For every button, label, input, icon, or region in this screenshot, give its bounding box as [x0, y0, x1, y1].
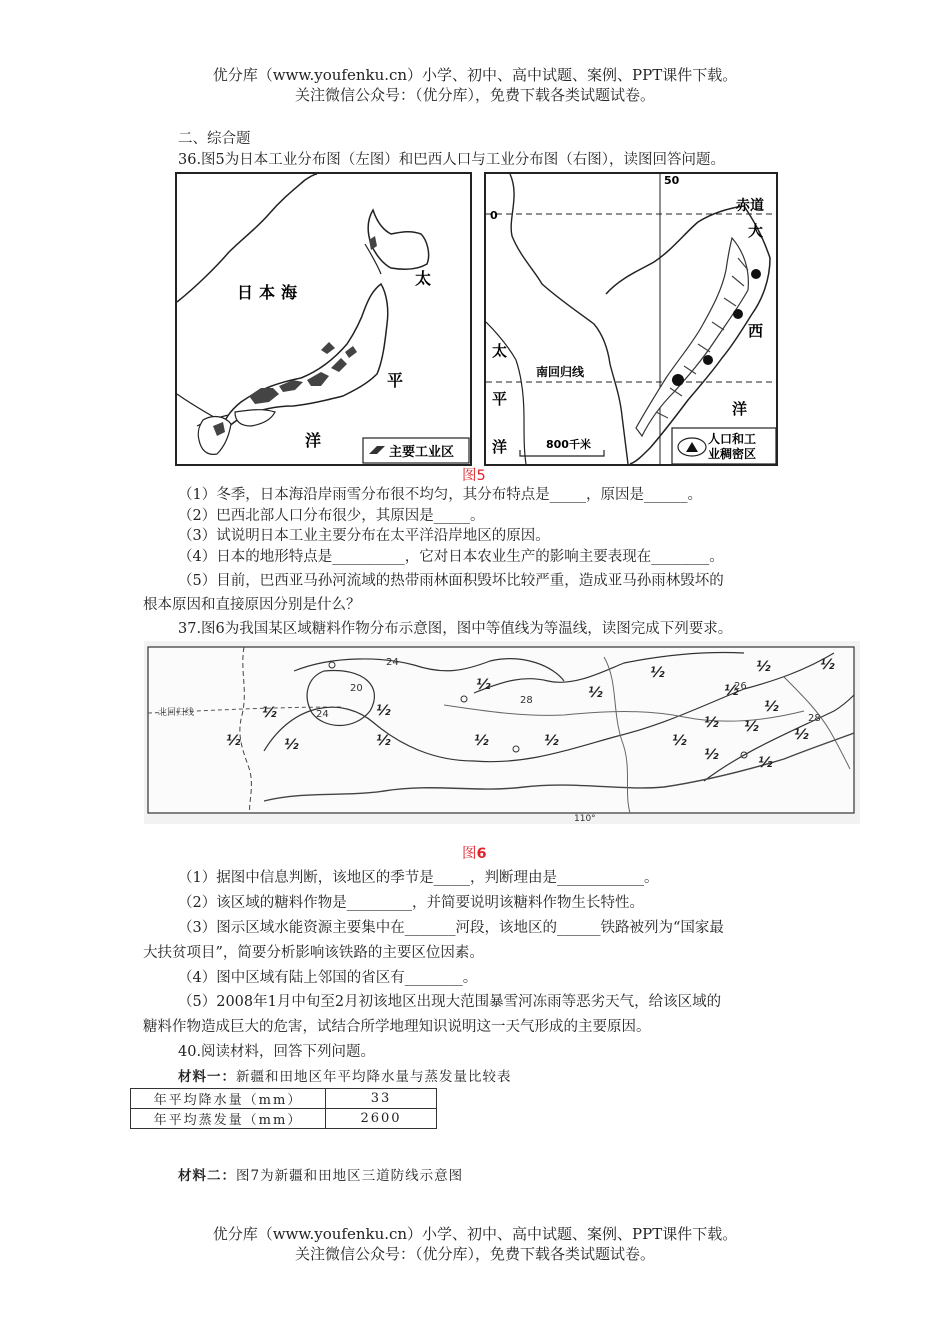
table-cell-value: 2600 — [326, 1109, 437, 1129]
svg-text:½: ½ — [764, 699, 779, 715]
brazil-lat0-label: 0 — [490, 209, 498, 222]
japan-ocean-label-3: 洋 — [305, 431, 322, 450]
header-line-1: 优分库（www.youfenku.cn）小学、初中、高中试题、案例、PPT课件下载。 — [212, 66, 738, 84]
q37-item-5: （5）2008年1月中旬至2月初该地区出现大范围暴雪河冻雨等恶劣天气，给该区域的 — [178, 994, 722, 1010]
q37-item-5-cont: 糖料作物造成巨大的危害，试结合所学地理知识说明这一天气形成的主要原因。 — [143, 1019, 651, 1035]
atlantic-label-2: 西 — [748, 322, 764, 340]
material-2 — [178, 1167, 463, 1185]
q36-item-5: （5）目前，巴西亚马孙河流域的热带雨林面积毁坏比较严重，造成亚马孙雨林毁坏的 — [178, 573, 724, 589]
sugar-crop-map — [144, 641, 860, 824]
svg-text:½: ½ — [650, 665, 665, 681]
brazil-legend-line-1: 人口和工 — [708, 432, 757, 446]
q36-item-4: （4）日本的地形特点是__________，它对日本农业生产的影响主要表现在________。 — [178, 549, 724, 565]
map6-tropic-label: 北回归线 — [158, 708, 195, 718]
japan-legend-label: 主要工业区 — [389, 445, 455, 460]
svg-text:½: ½ — [672, 733, 687, 749]
q36-item-2: （2）巴西北部人口分布很少，其原因是_____。 — [178, 508, 485, 524]
q40-stem: 40.阅读材料，回答下列问题。 — [178, 1044, 376, 1060]
svg-text:½: ½ — [476, 677, 491, 693]
svg-text:½: ½ — [376, 733, 391, 749]
iso-label-20: 20 — [350, 683, 363, 694]
pacific-label-3: 洋 — [492, 438, 508, 456]
iso-label-28a: 28 — [520, 695, 533, 706]
footer-line-1: 优分库（www.youfenku.cn）小学、初中、高中试题、案例、PPT课件下载。 — [212, 1225, 738, 1243]
table-cell-label: 年平均蒸发量（mm） — [131, 1109, 326, 1129]
svg-text:½: ½ — [376, 703, 391, 719]
footer-line-2: 关注微信公众号：（优分库），免费下载各类试题试卷。 — [294, 1245, 655, 1263]
header-line-2: 关注微信公众号：（优分库），免费下载各类试题试卷。 — [294, 86, 655, 104]
svg-text:½: ½ — [820, 657, 835, 673]
svg-text:½: ½ — [756, 659, 771, 675]
lon-110-label: 110° — [574, 814, 596, 824]
iso-label-24a: 24 — [386, 657, 399, 668]
q36-stem: 36.图5为日本工业分布图（左图）和巴西人口与工业分布图（右图），读图回答问题。 — [178, 152, 726, 168]
brazil-map — [484, 172, 778, 466]
japan-ocean-label-2: 平 — [387, 371, 404, 390]
japan-ocean-label-1: 太 — [415, 269, 432, 288]
brazil-lon-label: 50 — [664, 174, 680, 187]
precip-evap-table — [130, 1088, 437, 1129]
table-row — [131, 1089, 437, 1109]
iso-label-26: 26 — [734, 681, 747, 692]
q37-item-3: （3）图示区域水能资源主要集中在_______河段，该地区的______铁路被列为“国家最 — [178, 920, 724, 936]
svg-text:½: ½ — [744, 719, 759, 735]
pacific-label-1: 太 — [492, 342, 508, 360]
equator-label: 赤道 — [736, 198, 764, 214]
japan-sea-label: 日本海 — [237, 283, 304, 302]
iso-label-28b: 28 — [808, 713, 821, 724]
svg-text:½: ½ — [704, 715, 719, 731]
q37-item-4: （4）图中区域有陆上邻国的省区有________。 — [178, 970, 478, 986]
fig5-caption: 图5 — [462, 468, 486, 484]
q36-item-5-cont: 根本原因和直接原因分别是什么？ — [143, 597, 361, 613]
svg-text:½: ½ — [284, 737, 299, 753]
table-cell-label: 年平均降水量（mm） — [131, 1089, 326, 1109]
q37-item-3-cont: 大扶贫项目”，简要分析影响该铁路的主要区位因素。 — [143, 945, 484, 961]
q37-item-2: （2）该区域的糖料作物是_________，并简要说明该糖料作物生长特性。 — [178, 895, 644, 911]
material-1-title: 新疆和田地区年平均降水量与蒸发量比较表 — [236, 1069, 512, 1085]
table-cell-value: 33 — [326, 1089, 437, 1109]
svg-text:½: ½ — [724, 683, 739, 699]
scale-label: 800千米 — [546, 438, 591, 451]
material-1-label: 材料一： — [178, 1069, 236, 1085]
japan-industry-map — [175, 172, 472, 466]
fig6-caption: 图6 — [462, 846, 487, 862]
q37-stem: 37.图6为我国某区域糖料作物分布示意图，图中等值线为等温线，读图完成下列要求。 — [178, 621, 733, 637]
svg-text:½: ½ — [544, 733, 559, 749]
section-title: 二、综合题 — [178, 131, 251, 147]
tropic-label: 南回归线 — [536, 365, 585, 379]
svg-text:½: ½ — [588, 685, 603, 701]
svg-text:½: ½ — [704, 747, 719, 763]
svg-text:½: ½ — [226, 733, 241, 749]
q37-item-1: （1）据图中信息判断，该地区的季节是_____，判断理由是____________。 — [178, 870, 659, 886]
q36-item-3: （3）试说明日本工业主要分布在太平洋沿岸地区的原因。 — [178, 528, 550, 544]
pacific-label-2: 平 — [492, 390, 508, 408]
q36-item-1: （1）冬季，日本海沿岸雨雪分布很不均匀，其分布特点是_____，原因是______。 — [178, 487, 702, 503]
atlantic-label-1: 大 — [748, 222, 764, 240]
svg-text:½: ½ — [794, 727, 809, 743]
material-2-label: 材料二： — [178, 1168, 236, 1184]
iso-label-24b: 24 — [316, 709, 329, 720]
atlantic-label-3: 洋 — [732, 400, 748, 418]
brazil-legend-line-2: 业稠密区 — [708, 447, 757, 461]
svg-text:½: ½ — [262, 705, 277, 721]
material-1 — [178, 1068, 512, 1086]
table-row — [131, 1109, 437, 1129]
svg-text:½: ½ — [758, 755, 773, 771]
material-2-text: 图7为新疆和田地区三道防线示意图 — [236, 1168, 464, 1184]
svg-text:½: ½ — [474, 733, 489, 749]
